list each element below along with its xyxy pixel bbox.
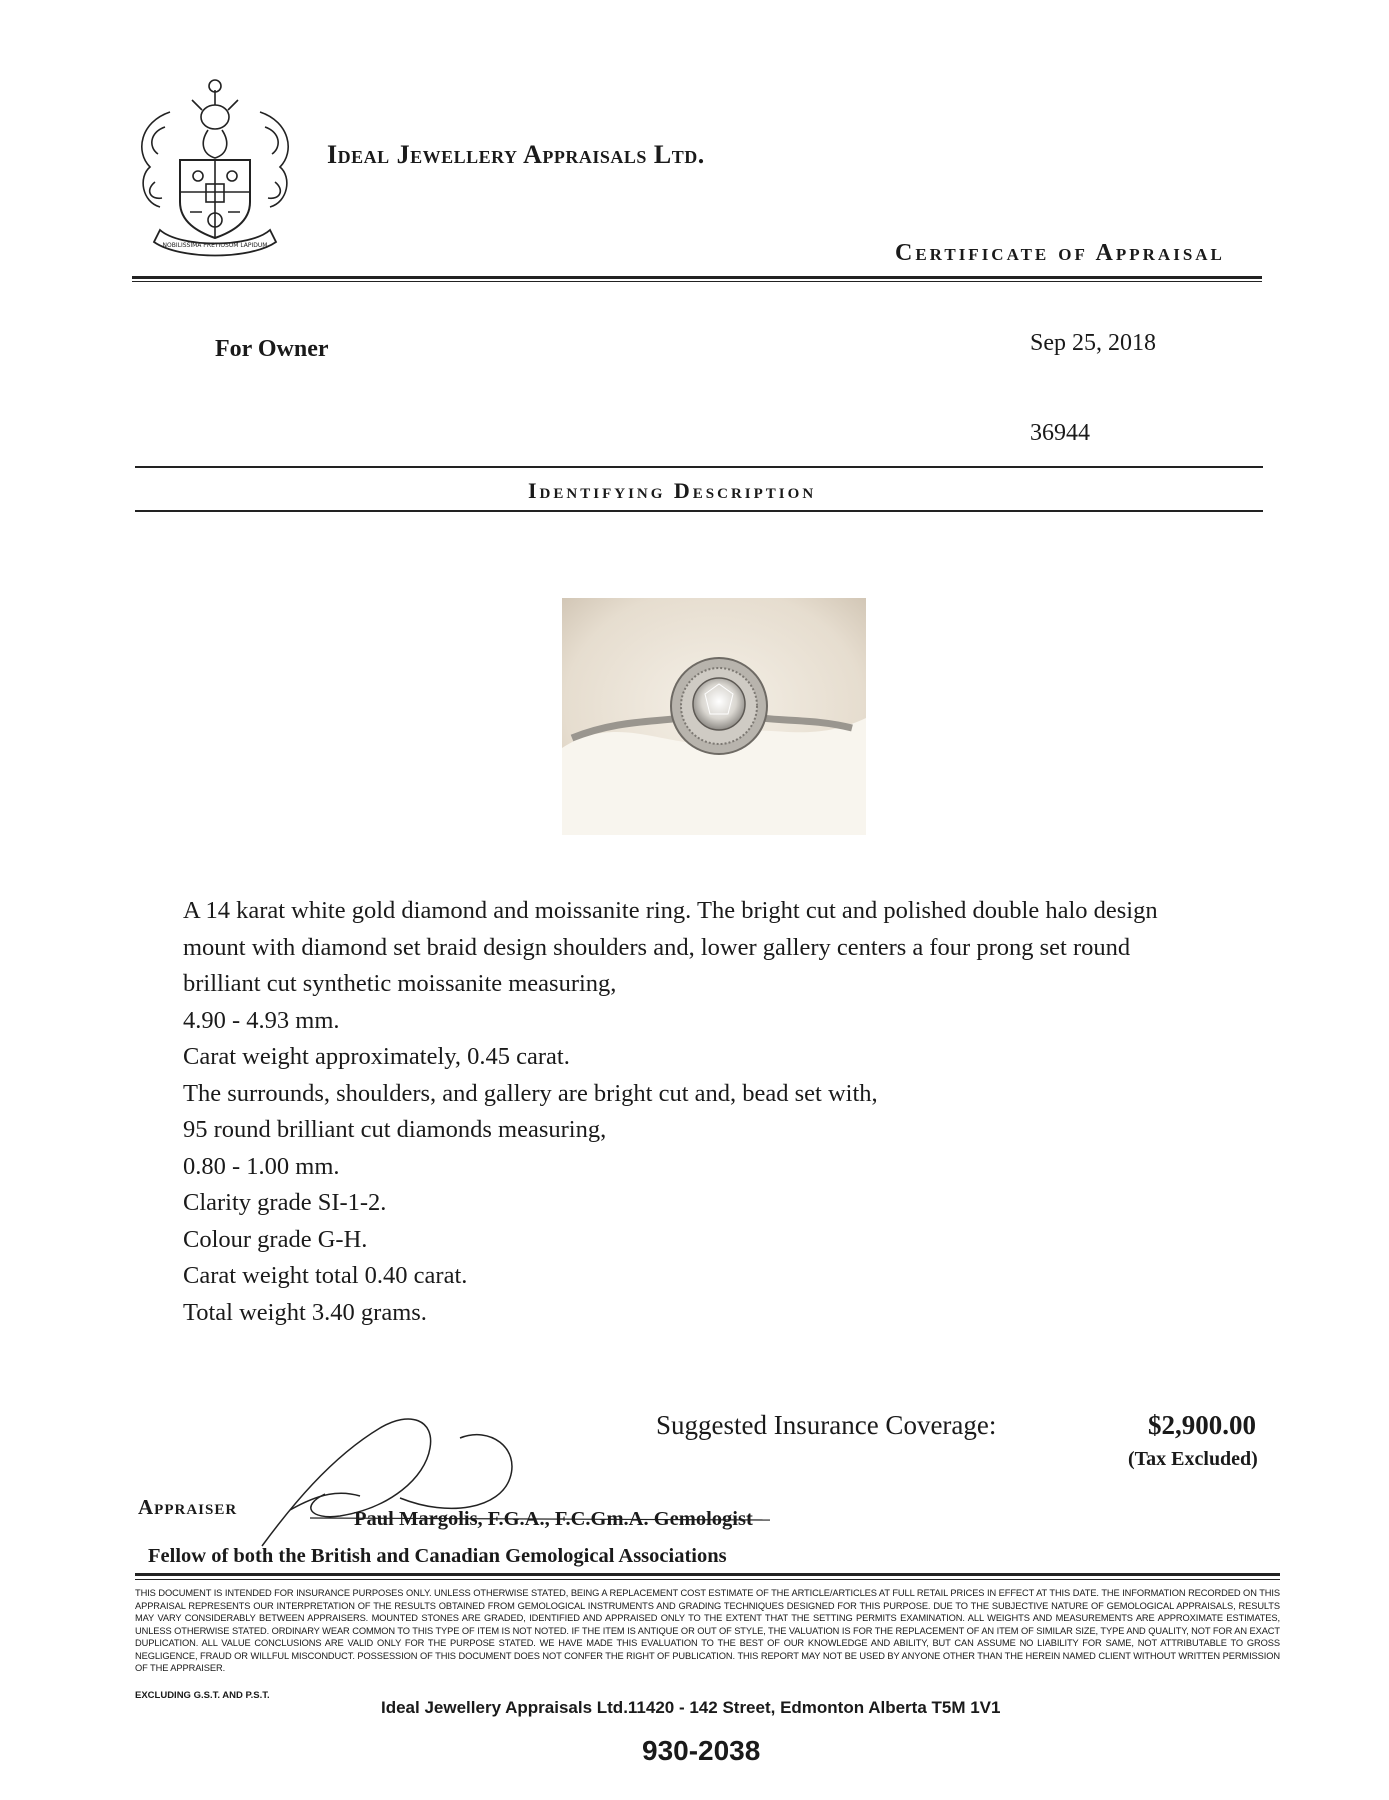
- footer-rule: [135, 1573, 1280, 1576]
- insurance-value: $2,900.00: [1148, 1410, 1256, 1440]
- ring-photo: [562, 598, 866, 835]
- ring-image: [562, 598, 866, 835]
- description-line: 4.90 - 4.93 mm.: [183, 1006, 340, 1034]
- appraiser-name: Paul Margolis, F.G.A., F.C.Gm.A. Gemologist: [354, 1508, 753, 1530]
- tax-note: EXCLUDING G.S.T. AND P.S.T.: [135, 1690, 270, 1701]
- crest-motto: NOBILISSIMA PRETIOSUM LAPIDUM: [162, 242, 268, 249]
- company-crest: [130, 72, 300, 260]
- insurance-label: Suggested Insurance Coverage:: [656, 1410, 997, 1440]
- footer-rule-thin: [135, 1579, 1280, 1580]
- description-line: mount with diamond set braid design shoulders and, lower gallery centers a four prong set round: [183, 933, 1131, 961]
- document-title: Certificate of Appraisal: [895, 240, 1225, 266]
- crest-icon: [130, 72, 300, 260]
- description-line: 0.80 - 1.00 mm.: [183, 1152, 340, 1180]
- description-line: Carat weight approximately, 0.45 carat.: [183, 1043, 570, 1070]
- appraiser-affiliation: Fellow of both the British and Canadian Gemological Associations: [148, 1545, 727, 1567]
- description-line: The surrounds, shoulders, and gallery are bright cut and, bead set with,: [183, 1079, 878, 1107]
- section-rule-bottom: [135, 510, 1263, 512]
- disclaimer-text: THIS DOCUMENT IS INTENDED FOR INSURANCE PURPOSES ONLY. UNLESS OTHERWISE STATED, BEING A REPLACEMENT COST ESTIMATE OF THE ARTICLE/ARTICLES AT FULL RETAIL PRICES IN EFFECT AT THIS DATE. THE INFORMATION RECORDED ON THIS APPRAISAL REPRESENTS OUR INTERPRETATION OF THE RESULTS OBTAINED FROM GEMOLOGICAL INSTRUMENTS AND GRADING TECHNIQUES DESIGNED FOR THIS PURPOSE. DUE TO THE SUBJECTIVE NATURE OF GEMOLOGICAL APPRAISALS, RESULTS MAY VARY CONSIDERABLY BETWEEN APPRAISERS. MOUNTED STONES ARE GRADED, IDENTIFIED AND APPRAISED ONLY TO THE EXTENT THAT THE SETTING PERMITS EXAMINATION. ALL WEIGHTS AND MEASUREMENTS ARE APPROXIMATE ESTIMATES, UNLESS OTHERWISE STATED. ORDINARY WEAR COMMON TO THIS TYPE OF ITEM IS NOT NOTED. IF THE ITEM IS ANTIQUE OR OUT OF STYLE, THE VALUATION IS FOR THE REPLACEMENT OF AN ITEM OF SIMILAR SIZE, TYPE AND QUALITY, NOT FOR AN EXACT DUPLICATION. ALL VALUE CONCLUSIONS ARE VALID ONLY FOR THE PURPOSE STATED. WE HAVE MADE THIS EVALUATION TO THE BEST OF OUR KNOWLEDGE AND ABILITY, BUT CAN ASSUME NO LIABILITY FOR SAME, NOT ATTRIBUTABLE TO GROSS NEGLIGENCE, FRAUD OR WILLFUL MISCONDUCT. POSSESSION OF THIS DOCUMENT DOES NOT CONFER THE RIGHT OF PUBLICATION. THIS REPORT MAY NOT BE USED BY ANYONE OTHER THAN THE HEREIN NAMED CLIENT WITHOUT WRITTEN PERMISSION OF THE APPRAISER.: [135, 1588, 1280, 1673]
- owner-label: For Owner: [215, 336, 329, 362]
- reference-number: 36944: [1030, 420, 1090, 446]
- description-line: brilliant cut synthetic moissanite measuring,: [183, 970, 617, 997]
- description-line: Clarity grade SI-1-2.: [183, 1189, 387, 1216]
- appraisal-date: Sep 25, 2018: [1030, 330, 1156, 356]
- insurance-tax-note: (Tax Excluded): [1128, 1448, 1258, 1470]
- item-description: [183, 893, 1158, 1331]
- description-line: A 14 karat white gold diamond and moissanite ring. The bright cut and polished double halo design: [183, 897, 1158, 924]
- section-title: Identifying Description: [528, 478, 817, 503]
- description-line: 95 round brilliant cut diamonds measuring,: [183, 1116, 607, 1143]
- description-line: Colour grade G-H.: [183, 1225, 368, 1253]
- section-rule-top: [135, 466, 1263, 468]
- header-rule-thin: [132, 281, 1262, 282]
- company-name: Ideal Jewellery Appraisals Ltd.: [327, 140, 705, 169]
- footer-address: Ideal Jewellery Appraisals Ltd.11420 - 142 Street, Edmonton Alberta T5M 1V1: [381, 1698, 1001, 1717]
- description-line: Carat weight total 0.40 carat.: [183, 1262, 468, 1289]
- description-line: Total weight 3.40 grams.: [183, 1298, 427, 1326]
- footer-phone: 930-2038: [642, 1735, 761, 1766]
- header-rule: [132, 276, 1262, 279]
- appraiser-label: Appraiser: [138, 1495, 238, 1519]
